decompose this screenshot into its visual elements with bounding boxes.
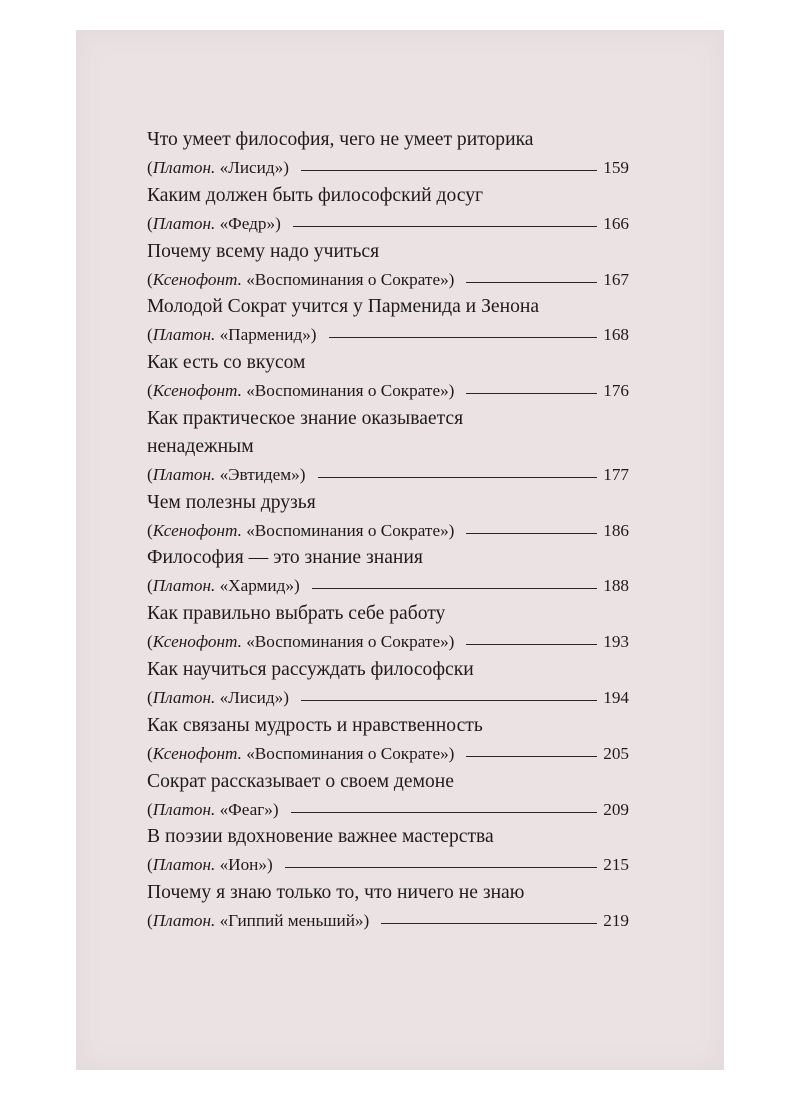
open-paren: (: [147, 381, 153, 401]
open-paren: (: [147, 799, 153, 819]
page-number: 188: [603, 576, 629, 596]
entry-work: «Ион»: [219, 855, 267, 875]
open-paren: (: [147, 632, 153, 652]
toc-entry: [147, 712, 629, 768]
page-number: 159: [603, 157, 629, 177]
toc-entry: [147, 489, 629, 545]
entry-title: Как правильно выбрать себе работу: [147, 603, 446, 625]
open-paren: (: [147, 911, 153, 931]
entry-title: Сократ рассказывает о своем демоне: [147, 770, 454, 792]
entry-title: Почему всему надо учиться: [147, 240, 380, 262]
open-paren: (: [147, 576, 153, 596]
close-paren: ): [310, 325, 317, 345]
entry-author: Платон.: [152, 855, 216, 875]
entry-title: ненадежным: [147, 435, 254, 457]
close-paren: ): [275, 213, 281, 233]
entry-title: Как практическое знание оказывается: [147, 407, 464, 429]
toc-entry: [147, 349, 629, 405]
entry-source: [147, 684, 629, 712]
page-number: 215: [603, 855, 629, 875]
page-number: 194: [603, 687, 629, 707]
page-number: 209: [603, 799, 629, 819]
open-paren: (: [147, 855, 153, 875]
entry-author: Ксенофонт.: [152, 743, 242, 763]
close-paren: ): [272, 799, 279, 819]
leader-line: [466, 644, 597, 645]
open-paren: (: [147, 213, 153, 233]
close-paren: ): [293, 576, 300, 596]
toc-entry: [147, 656, 629, 712]
entry-source: [147, 210, 629, 238]
open-paren: (: [147, 743, 153, 763]
page-number: 167: [603, 269, 629, 289]
toc-entry: [147, 293, 629, 349]
entry-title: Чем полезны друзья: [147, 491, 316, 513]
entry-source: [147, 377, 629, 405]
open-paren: (: [147, 464, 153, 484]
entry-author: Платон.: [152, 687, 216, 707]
toc-entry: [147, 405, 629, 489]
entry-source: [147, 796, 629, 824]
page-number: 219: [603, 911, 629, 931]
entry-author: Платон.: [152, 576, 216, 596]
entry-source: [147, 517, 629, 545]
entry-title: Как связаны мудрость и нравственность: [147, 714, 483, 736]
entry-author: Платон.: [152, 325, 216, 345]
book-page: [76, 30, 724, 1070]
entry-source: [147, 154, 629, 182]
entry-source: [147, 321, 629, 349]
entry-work: «Хармид»: [219, 576, 294, 596]
entry-work: «Лисид»: [219, 687, 284, 707]
entry-work: «Воспоминания о Сократе»: [246, 381, 449, 401]
page-number: 176: [603, 381, 629, 401]
entry-work: «Гиппий меньший»: [219, 911, 364, 931]
toc-entry: [147, 600, 629, 656]
close-paren: ): [448, 743, 455, 763]
leader-line: [285, 867, 597, 868]
page-number: 205: [603, 743, 629, 763]
toc-entry: [147, 879, 629, 935]
entry-title: Что умеет философия, чего не умеет риторика: [147, 129, 534, 150]
page-number: 186: [603, 520, 629, 540]
entry-work: «Воспоминания о Сократе»: [246, 743, 449, 763]
entry-source: [147, 266, 629, 294]
entry-source: [147, 461, 629, 489]
open-paren: (: [147, 157, 153, 177]
entry-source: [147, 907, 629, 935]
entry-source: [147, 851, 629, 879]
page-number: 193: [603, 632, 629, 652]
entry-work: «Воспоминания о Сократе»: [246, 520, 449, 540]
open-paren: (: [147, 687, 153, 707]
close-paren: ): [448, 520, 455, 540]
leader-line: [466, 756, 597, 757]
entry-source: [147, 572, 629, 600]
leader-line: [301, 700, 597, 701]
entry-author: Платон.: [152, 464, 216, 484]
close-paren: ): [283, 157, 289, 177]
close-paren: ): [283, 687, 289, 707]
table-of-contents: [147, 126, 629, 935]
entry-title: Молодой Сократ учится у Парменида и Зенона: [147, 296, 540, 318]
leader-line: [301, 170, 597, 171]
leader-line: [381, 923, 597, 924]
toc-entry: [147, 544, 629, 600]
leader-line: [291, 812, 597, 813]
entry-author: Ксенофонт.: [152, 269, 242, 289]
open-paren: (: [147, 520, 153, 540]
toc-entry: [147, 768, 629, 824]
leader-line: [312, 588, 597, 589]
leader-line: [466, 393, 597, 394]
close-paren: ): [448, 269, 455, 289]
close-paren: ): [266, 855, 273, 875]
entry-work: «Эвтидем»: [219, 464, 300, 484]
close-paren: ): [363, 911, 370, 931]
open-paren: (: [147, 325, 153, 345]
entry-author: Ксенофонт.: [152, 520, 242, 540]
entry-title: Философия — это знание знания: [147, 547, 423, 569]
entry-work: «Воспоминания о Сократе»: [246, 269, 449, 289]
entry-work: «Воспоминания о Сократе»: [246, 632, 449, 652]
open-paren: (: [147, 269, 153, 289]
entry-author: Платон.: [152, 799, 216, 819]
entry-source: [147, 740, 629, 768]
entry-title: Каким должен быть философский досуг: [147, 184, 484, 206]
entry-author: Ксенофонт.: [152, 632, 242, 652]
entry-title: В поэзии вдохновение важнее мастерства: [147, 826, 494, 848]
entry-title: Как научиться рассуждать философски: [147, 659, 474, 681]
toc-entry: [147, 126, 629, 182]
entry-title: Как есть со вкусом: [147, 352, 306, 374]
close-paren: ): [448, 381, 455, 401]
close-paren: ): [299, 464, 306, 484]
entry-work: «Федр»: [219, 213, 276, 233]
leader-line: [318, 477, 598, 478]
leader-line: [466, 533, 597, 534]
entry-work: «Феаг»: [219, 799, 273, 819]
entry-author: Платон.: [152, 911, 216, 931]
entry-author: Ксенофонт.: [152, 381, 242, 401]
entry-author: Платон.: [152, 157, 216, 177]
toc-entry: [147, 238, 629, 294]
entry-work: «Парменид»: [219, 325, 311, 345]
entry-work: «Лисид»: [219, 157, 284, 177]
page-number: 168: [603, 325, 629, 345]
toc-entry: [147, 182, 629, 238]
toc-entry: [147, 823, 629, 879]
leader-line: [293, 226, 597, 227]
leader-line: [466, 282, 597, 283]
close-paren: ): [448, 632, 455, 652]
page-number: 166: [603, 213, 629, 233]
entry-title: Почему я знаю только то, что ничего не знаю: [147, 882, 525, 904]
leader-line: [329, 337, 597, 338]
page-number: 177: [603, 464, 629, 484]
entry-author: Платон.: [152, 213, 216, 233]
entry-source: [147, 628, 629, 656]
